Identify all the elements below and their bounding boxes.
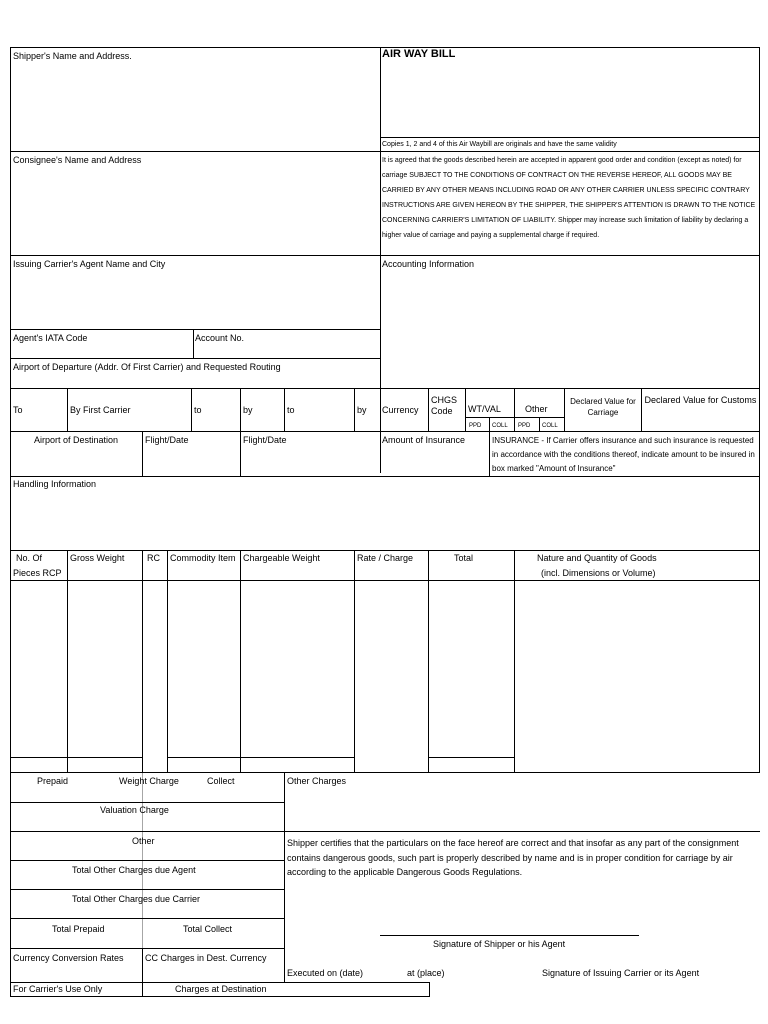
other-label: Other <box>525 404 548 414</box>
to-label-3: to <box>287 405 295 415</box>
nature-goods-sublabel: (incl. Dimensions or Volume) <box>541 568 656 578</box>
amount-insurance-label: Amount of Insurance <box>382 435 466 445</box>
to-label-2: to <box>194 405 202 415</box>
valuation-charge-label: Valuation Charge <box>100 805 169 815</box>
by-label-2: by <box>243 405 253 415</box>
coll-label-2: COLL <box>542 423 558 429</box>
nature-goods-label: Nature and Quantity of Goods <box>537 553 657 563</box>
commodity-label: Commodity Item <box>170 553 236 563</box>
gross-weight-label: Gross Weight <box>70 553 125 563</box>
weight-charge-label: Weight Charge <box>119 776 179 786</box>
other-charges-label: Other Charges <box>287 776 347 786</box>
coll-label-1: COLL <box>492 423 508 429</box>
collect-label: Collect <box>207 776 235 786</box>
other-charge-label: Other <box>132 836 155 846</box>
signature-carrier-label: Signature of Issuing Carrier or its Agent <box>542 968 700 978</box>
issuing-agent-label: Issuing Carrier's Agent Name and City <box>13 259 166 269</box>
total-label: Total <box>454 553 474 563</box>
insurance-note: INSURANCE - If Carrier offers insurance and such insurance is requested in accordance with the conditions thereof, indicate amount to be insured in box marked "Amount of Insurance" <box>492 436 755 473</box>
document-title: AIR WAY BILL <box>382 48 456 60</box>
airport-destination-label: Airport of Destination <box>34 435 119 445</box>
account-no-label: Account No. <box>195 333 245 343</box>
prepaid-label: Prepaid <box>37 776 69 786</box>
pieces-rcp-label: Pieces RCP <box>13 568 62 578</box>
chargeable-weight-label: Chargeable Weight <box>243 553 320 563</box>
total-prepaid-label: Total Prepaid <box>52 924 105 934</box>
currency-rates-label: Currency Conversion Rates <box>13 953 124 963</box>
by-first-carrier-label: By First Carrier <box>70 405 131 415</box>
handling-label: Handling Information <box>13 479 97 489</box>
no-of-label: No. Of <box>16 553 43 563</box>
rate-charge-label: Rate / Charge <box>357 553 414 563</box>
rc-label: RC <box>147 553 160 563</box>
flight-date-label-2: Flight/Date <box>243 435 287 445</box>
ppd-label-1: PPD <box>469 423 482 429</box>
flight-date-label-1: Flight/Date <box>145 435 189 445</box>
cc-charges-label: CC Charges in Dest. Currency <box>145 953 267 963</box>
declared-customs-label: Declared Value for Customs <box>644 395 757 405</box>
declared-carriage-label: Declared Value for Carriage <box>570 397 636 417</box>
chgs-code-label: CHGS Code <box>431 395 458 416</box>
wtval-label: WT/VAL <box>468 404 501 414</box>
carrier-use-label: For Carrier's Use Only <box>13 984 103 994</box>
total-collect-label: Total Collect <box>183 924 233 934</box>
signature-shipper-label: Signature of Shipper or his Agent <box>433 939 566 949</box>
shipper-label: Shipper's Name and Address. <box>13 51 132 61</box>
executed-on-label: Executed on (date) <box>287 968 364 978</box>
accounting-label: Accounting Information <box>382 259 475 269</box>
by-label-3: by <box>357 405 367 415</box>
total-other-agent-label: Total Other Charges due Agent <box>72 865 196 875</box>
to-label: To <box>13 405 23 415</box>
at-place-label: at (place) <box>407 968 445 978</box>
ppd-label-2: PPD <box>518 423 531 429</box>
airport-departure-label: Airport of Departure (Addr. Of First Carrier) and Requested Routing <box>13 362 281 372</box>
currency-label: Currency <box>382 405 419 415</box>
iata-code-label: Agent's IATA Code <box>13 333 88 343</box>
consignee-label: Consignee's Name and Address <box>13 155 142 165</box>
agreement-text: It is agreed that the goods described herein are accepted in apparent good order and condition (except as noted) for carriage SUBJECT TO THE CONDITIONS OF CONTRACT ON THE REVERSE HEREOF, ALL GOODS MAY BE CARRIED BY ANY OTHER MEANS INCLUDING ROAD OR ANY OTHER CARRIER UNLESS SPECIFIC CONTRARY INSTRUCTIONS ARE GIVEN HEREON BY THE SHIPPER, THE SHIPPER'S ATTENTION IS DRAWN TO THE NOTICE CONCERNING CARRIER'S LIMITATION OF LIABILITY. Shipper may increase such limitation of liability by declaring a higher value of carriage and paying a supplemental charge if required. <box>382 157 756 239</box>
shipper-certification: Shipper certifies that the particulars on the face hereof are correct and that insofar as any part of the consignment contains dangerous goods, such part is properly described by name and is in proper condition for carriage by air according to the applicable Dangerous Goods Regulations. <box>287 838 739 877</box>
total-other-carrier-label: Total Other Charges due Carrier <box>72 894 201 904</box>
copies-note: Copies 1, 2 and 4 of this Air Waybill are originals and have the same validity <box>382 141 617 148</box>
charges-destination-label: Charges at Destination <box>175 984 267 994</box>
